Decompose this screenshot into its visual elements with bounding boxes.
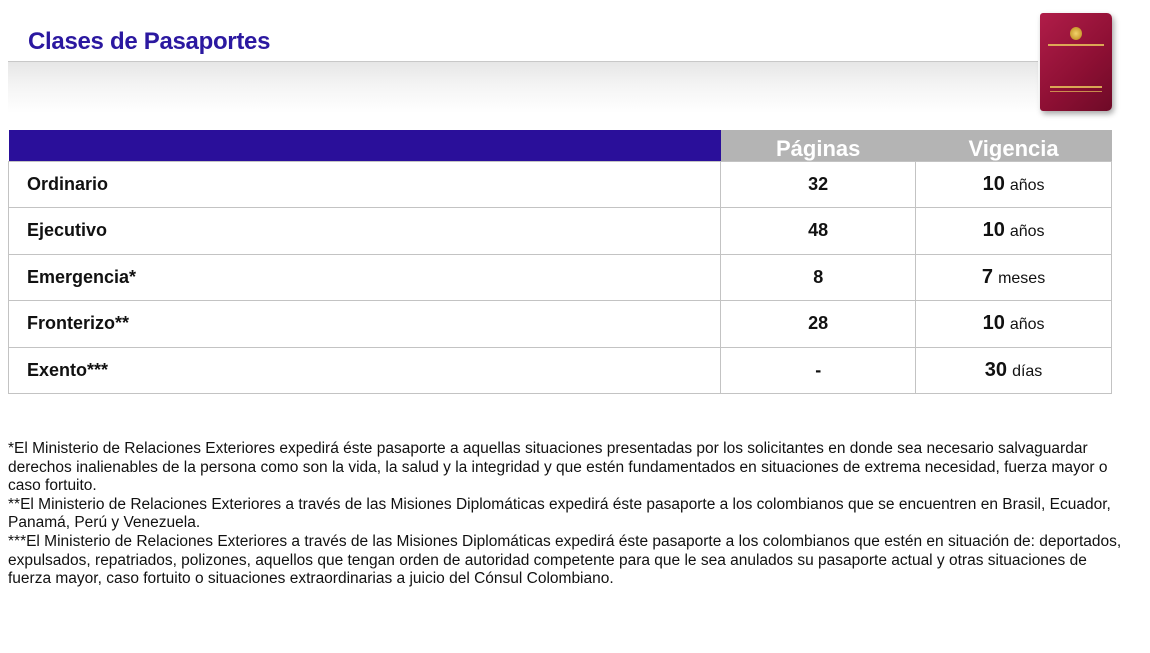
footnote-emergencia: *El Ministerio de Relaciones Exteriores expedirá éste pasaporte a aquellas situaciones presentadas por los solicitantes en donde sea necesario salvaguardar derechos inalienables de la persona como son la vida, la salud y la integridad y que estén fundamentados en situaciones de extrema necesidad, fuerza mayor o caso fortuito. bbox=[8, 440, 1108, 495]
passport-types-table bbox=[8, 130, 1112, 394]
validity-value: 7 bbox=[981, 265, 994, 288]
table-header-row bbox=[9, 130, 1112, 161]
passport-text-line bbox=[1050, 91, 1102, 92]
table-row bbox=[9, 161, 1112, 208]
validity-unit: días bbox=[1012, 362, 1043, 380]
page-header bbox=[0, 0, 1150, 115]
passport-pages: 48 bbox=[721, 208, 916, 255]
passport-pages: 28 bbox=[721, 301, 916, 348]
passport-validity bbox=[916, 301, 1112, 348]
validity-unit: años bbox=[1009, 316, 1045, 334]
passport-type: Exento*** bbox=[9, 347, 721, 394]
column-header-pages: Páginas bbox=[721, 130, 916, 161]
table-header-blank bbox=[9, 130, 721, 161]
footnote-exento: ***El Ministerio de Relaciones Exteriores a través de las Misiones Diplomáticas expedirá éste pasaporte a los colombianos que estén en situación de: deportados, expulsados, repatriados, polizones, aquellos que tengan orden de autoridad competente para que le sea anulados su pasaporte actual y otras situaciones de fuerza mayor, caso fortuito o situaciones extraordinarias a juicio del Cónsul Colombiano. bbox=[8, 532, 1122, 588]
passport-image bbox=[1040, 13, 1112, 111]
table-row bbox=[9, 254, 1112, 301]
passport-pages: - bbox=[721, 347, 916, 394]
passport-seal-icon bbox=[1070, 27, 1082, 40]
passport-validity bbox=[916, 161, 1112, 208]
column-header-validity: Vigencia bbox=[916, 130, 1112, 161]
validity-value: 10 bbox=[982, 219, 1005, 242]
page-title: Clases de Pasaportes bbox=[28, 28, 271, 55]
validity-unit: años bbox=[1009, 176, 1045, 194]
passport-pages: 8 bbox=[721, 254, 916, 301]
table-row bbox=[9, 301, 1112, 348]
passport-type: Emergencia* bbox=[9, 254, 721, 301]
passport-text-line bbox=[1048, 44, 1104, 46]
validity-value: 30 bbox=[984, 358, 1008, 381]
header-divider bbox=[8, 61, 1038, 113]
footnote-fronterizo: **El Ministerio de Relaciones Exteriores a través de las Misiones Diplomáticas expedirá éste pasaporte a los colombianos que se encuentren en Brasil, Ecuador, Panamá, Perú y Venezuela. bbox=[8, 495, 1111, 532]
table-row bbox=[9, 208, 1112, 255]
passport-type: Ordinario bbox=[9, 161, 721, 208]
validity-unit: años bbox=[1009, 223, 1045, 241]
passport-validity bbox=[916, 254, 1112, 301]
passport-text-line bbox=[1050, 86, 1102, 88]
validity-unit: meses bbox=[998, 269, 1046, 287]
passport-type: Fronterizo** bbox=[9, 301, 721, 348]
passport-pages: 32 bbox=[721, 161, 916, 208]
passport-type: Ejecutivo bbox=[9, 208, 721, 255]
validity-value: 10 bbox=[982, 312, 1005, 335]
passport-validity bbox=[916, 208, 1112, 255]
passport-validity bbox=[916, 347, 1112, 394]
footnotes bbox=[8, 440, 1123, 589]
table-row bbox=[9, 347, 1112, 394]
validity-value: 10 bbox=[982, 172, 1005, 195]
